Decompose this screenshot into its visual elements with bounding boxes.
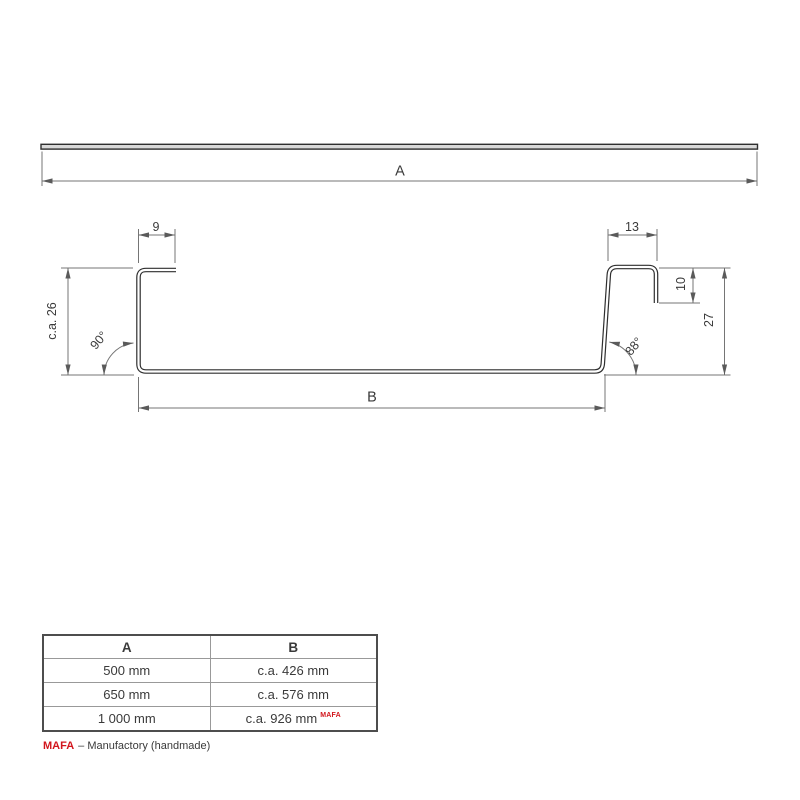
angle-88-label: 88° <box>622 334 646 359</box>
mafa-superscript: MAFA <box>320 712 341 719</box>
table-header-b: B <box>210 635 377 659</box>
table-row <box>43 683 377 707</box>
cell-a-500: 500 mm <box>43 659 210 683</box>
profile-cross-section <box>139 267 657 372</box>
profile-outline-outer <box>139 267 657 372</box>
dim-left-height <box>61 268 134 375</box>
cell-a-1000: 1 000 mm <box>43 707 210 732</box>
table-row <box>43 659 377 683</box>
footnote-text: – Manufactory (handmade) <box>78 740 211 752</box>
dim-left-lip <box>139 229 176 263</box>
cell-b-926-value: c.a. 926 mm <box>245 711 318 726</box>
table-row <box>43 707 377 732</box>
table-header-row <box>43 635 377 659</box>
dim-b-label: B <box>367 389 377 406</box>
dim-ca26-label: c.a. 26 <box>45 302 59 340</box>
dim-right-lip-height <box>659 268 731 303</box>
footnote <box>43 740 210 752</box>
dim-9-label: 9 <box>152 220 160 234</box>
table-header-a: A <box>43 635 210 659</box>
angle-90-label: 90° <box>87 328 111 353</box>
cell-a-650: 650 mm <box>43 683 210 707</box>
dim-10-label: 10 <box>674 277 688 291</box>
left-angle-arc <box>104 343 134 375</box>
footnote-term: MAFA <box>43 740 75 752</box>
dim-13-label: 13 <box>625 220 639 234</box>
cell-b-576: c.a. 576 mm <box>210 683 377 707</box>
cell-b-926 <box>210 707 377 732</box>
profile-outline-core <box>139 267 657 372</box>
size-spec-table <box>42 634 378 732</box>
cell-b-426: c.a. 426 mm <box>210 659 377 683</box>
dim-a-label: A <box>395 163 405 180</box>
profile-top-view-strip <box>41 144 758 149</box>
dim-27-label: 27 <box>702 313 716 327</box>
